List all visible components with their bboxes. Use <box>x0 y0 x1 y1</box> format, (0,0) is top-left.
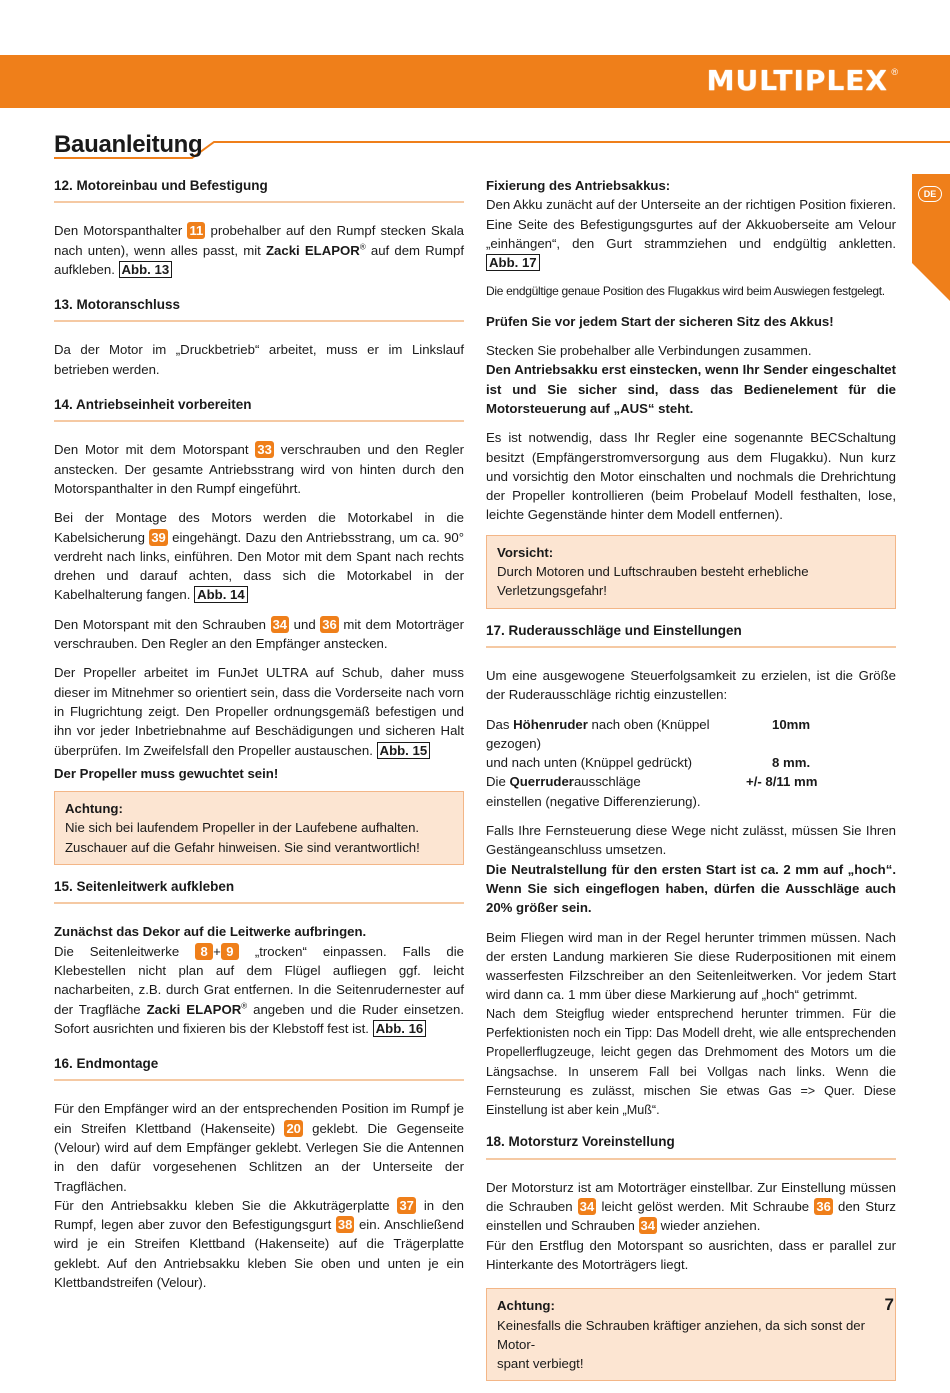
part-number: 34 <box>640 1218 655 1234</box>
paragraph: Um eine ausgewogene Steuerfolgsamkeit zu erzielen, ist die Größe der Ruderausschläge richtig einzustellen: <box>486 667 896 703</box>
section-heading: 18. Motorsturz Voreinstellung <box>486 1132 896 1159</box>
paragraph: Der Motorsturz ist am Motorträger einstellbar. Zur Einstellung müssen die Schrauben 34 leicht gelöst werden. Mit Schraube 36 den Sturz einstellen und Schrauben 34 wieder anziehen. <box>486 1179 896 1234</box>
caution-box: Vorsicht: Durch Motoren und Luftschrauben besteht erhebliche Verletzungsgefahr! <box>486 535 896 609</box>
warning-box: Achtung: Keinesfalls die Schrauben kräftiger anziehen, da sich sonst der Motor- spant verbiegt! <box>486 1288 896 1381</box>
part-number: 37 <box>399 1197 414 1213</box>
left-column <box>54 176 464 1302</box>
section-heading: Fixierung des Antriebsakkus: <box>486 178 671 193</box>
part-number: 11 <box>187 222 205 239</box>
part-number: 33 <box>257 442 272 458</box>
small-note: Die endgültige genaue Position des Flugakkus wird beim Auswiegen festgelegt. <box>486 284 885 299</box>
page-number: 7 <box>884 1295 894 1314</box>
paragraph: Den Motorspanthalter 11 probehalber auf den Rumpf stecken Skala nach unten), wenn alles passt, mit Zacki ELAPOR® auf dem Rumpf aufkleben. Abb. 13 <box>54 223 465 277</box>
paragraph: Den Motor mit dem Motorspant 33 verschrauben und den Regler anstecken. Der gesamte Antriebsstrang wird von hinten durch den Motorspanthalter in den Rumpf eingeführt. <box>54 442 465 496</box>
paragraph: Für den Empfänger wird an der entsprechenden Position im Rumpf je ein Streifen Klettband (Hakenseite) 20 geklebt. Die Gegenseite (Velour) wird auf dem Empfänger geklebt. Verlegen Sie die Antennen in den dafür vorgesehenen Schlitzen an der Unterseite der Tragflächen. <box>54 1101 465 1194</box>
part-number: 38 <box>337 1217 353 1233</box>
part-number: 8 <box>195 943 213 960</box>
section-heading: 14. Antriebseinheit vorbereiten <box>54 395 464 422</box>
figure-reference: Abb. 14 <box>194 586 248 603</box>
figure-reference: Abb. 17 <box>486 254 540 271</box>
paragraph: Da der Motor im „Druckbetrieb“ arbeitet, muss er im Linkslauf betrieben werden. <box>54 342 464 377</box>
paragraph: Der Propeller arbeitet im FunJet ULTRA auf Schub, daher muss dieser im Mitnehmer so orientiert sein, dass die Vorderseite nach vorn in Flugrichtung zeigt. Den Propeller ordnungsgemäß befestigen und ihn vor jeder Inbetriebnahme auf Beschädigungen und sicheren Halt überprüfen. Im Zweifelsfall den Propeller austauschen. Abb. 15 <box>54 665 464 758</box>
right-column <box>486 176 896 1393</box>
paragraph: Für den Erstflug den Motorspant so ausrichten, dass er parallel zur Hinterkante des Motorträgers liegt. <box>486 1237 896 1272</box>
section-heading: 16. Endmontage <box>54 1054 464 1081</box>
settings-table: Das Höhenruder nach oben (Knüppel gezogen) 10mm und nach unten (Knüppel gedrückt) 8 mm. Die Querruderausschläge +/- 8/11 mm einstellen (negative Differenzierung). <box>486 716 818 809</box>
paragraph: Es ist notwendig, dass Ihr Regler eine sogenannte BECSchaltung besitzt (Empfängerstromversorgung aus dem Flugakku). Nun kurz und vorsichtig den Motor einschalten und nochmals die Drehrichtung der Propeller kontrollieren (beim Probelauf Modell festhalten, lose, leichte Gegenstände hinter dem Modell entfernen). <box>486 430 896 523</box>
part-number: 20 <box>286 1120 301 1136</box>
bold-note: Der Propeller muss gewuchtet sein! <box>54 765 279 781</box>
figure-reference: Abb. 16 <box>373 1020 427 1037</box>
section-heading: 13. Motoranschluss <box>54 295 464 322</box>
figure-reference: Abb. 15 <box>377 742 431 759</box>
section-heading: 15. Seitenleitwerk aufkleben <box>54 877 464 904</box>
figure-reference: Abb. 13 <box>119 261 173 278</box>
part-number: 34 <box>579 1199 595 1215</box>
multiplex-logo: MULTIPLEX <box>706 64 888 97</box>
section-heading: 12. Motoreinbau und Befestigung <box>54 176 464 203</box>
part-number: 36 <box>816 1199 831 1215</box>
page-title: Bauanleitung <box>54 131 203 158</box>
warning-box: Achtung: Nie sich bei laufendem Propeller in der Laufebene aufhalten. Zuschauer auf die Gefahr hinweisen. Sie sind verantwortlich! <box>54 791 464 865</box>
registered-mark: ® <box>891 67 898 77</box>
paragraph: Nach dem Steigflug wieder entsprechend herunter trimmen. Für die Perfektionisten noch ein Tipp: Das Modell dreht, wie alle entsprechenden Propellerflugzeuge, leicht gegen das Drehmoment des Motors um die Längsachse. In unserem Fall bei Vollgas nach links. Wenn die Fernsteurung es zulässt, mischen Sie etwas Gas => Quer. Diese Einstellung ist aber kein „Muß“. <box>486 1006 896 1118</box>
language-badge: DE <box>918 186 942 202</box>
paragraph: Den Akku zunächt auf der Unterseite an der richtigen Position fixieren. Eine Seite des Befestigungsgurtes auf der Akkuoberseite am Velour „einhängen“, den Gurt strammziehen und endgültig ankletten. Abb. 17 <box>486 197 896 271</box>
part-number: 34 <box>272 616 288 632</box>
part-number: 36 <box>322 616 337 632</box>
paragraph: Falls Ihre Fernsteuerung diese Wege nicht zulässt, müssen Sie Ihren Gestängeanschluss umsetzen. Die Neutralstellung für den ersten Start ist ca. 2 mm auf „hoch“. Wenn Sie sich eingeflogen haben, dürfen die Ausschläge auch 20% größer sein. <box>486 823 896 916</box>
part-number: 39 <box>151 529 166 545</box>
section-heading: 17. Ruderausschläge und Einstellungen <box>486 621 896 648</box>
paragraph: Stecken Sie probehalber alle Verbindungen zusammen. Den Antriebsakku erst einstecken, wenn Ihr Sender eingeschaltet ist und Sie sicher sind, dass das Bedienelement für die Motorsteuerung auf „AUS“ steht. <box>486 343 896 416</box>
paragraph: Für den Antriebsakku kleben Sie die Akkuträgerplatte 37 in den Rumpf, legen aber zuvor den Befestigungsgurt 38 ein. Anschließend wird je ein Streifen Klettband (Hakenseite) auf die Trägerplatte geklebt. Auf den Antriebsakku kleben Sie oben und unten je ein Klettbandstreifen (Velour). <box>54 1197 464 1291</box>
paragraph: Zunächst das Dekor auf die Leitwerke aufbringen. Die Seitenleitwerke 8 + 9 „trocken“ einpassen. Falls die Klebestellen nicht plan auf dem Flügel aufliegen ggf. leicht nacharbeiten, z.B. durch Grat entfernen. In die Seitenrudernester auf der Tragfläche Zacki ELAPOR® angeben und die Ruder einsetzen. Sofort ausrichten und fixieren bis der Klebstoff fest ist. Abb. 16 <box>54 924 464 1036</box>
paragraph: Bei der Montage des Motors werden die Motorkabel in die Kabelsicherung 39 eingehängt. Dazu den Antriebsstrang, um ca. 90° verdreht nach links, einführen. Den Motor mit dem Spant nach rechts drehen und darauf achten, dass sich die Motorkabel in der Kabelhalterung fangen. Abb. 14 <box>54 510 464 603</box>
paragraph: Beim Fliegen wird man in der Regel herunter trimmen müssen. Nach der ersten Landung markieren Sie diese Ruderpositionen mit einem wasserfesten Filzschreiber an den Seitenleitwerken. Vor jedem Start wird dann ca. 1 mm über diese Markierung auf „hoch“ getrimmt. <box>486 929 896 1003</box>
paragraph: Den Motorspant mit den Schrauben 34 und 36 mit dem Motorträger verschrauben. Den Regler an den Empfänger anstecken. <box>54 616 464 652</box>
bold-note: Prüfen Sie vor jedem Start der sicheren Sitz des Akkus! <box>486 313 834 329</box>
part-number: 9 <box>221 943 239 960</box>
